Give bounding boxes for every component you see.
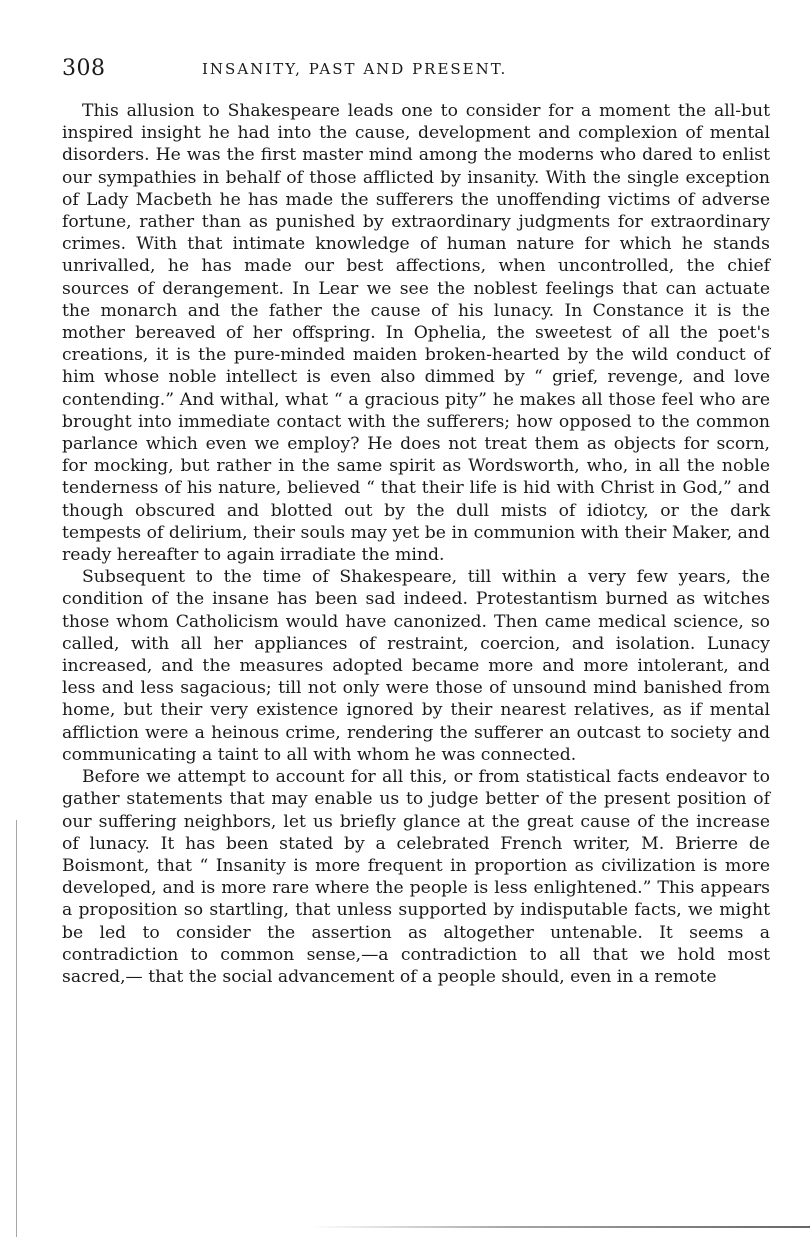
body-text	[62, 100, 770, 988]
paragraph-before-we-attempt: Before we attempt to account for all this, or from statistical facts endeavor to gather statements that may enable us to judge better of the present position of our suffering neighbors, let us briefly glance at the great cause of the increase of lunacy. It has been stated by a celebrated French writer, M. Brierre de Boismont, that “ Insanity is more frequent in proportion as civilization is more developed, and is more rare where the people is less enlightened.” This appears a proposition so startling, that unless supported by indisputable facts, we might be led to consider the assertion as altogether untenable. It seems a contradiction to common sense,—a contradiction to all that we hold most sacred,— that the social advancement of a people should, even in a remote	[62, 767, 770, 987]
bottom-edge-shadow	[310, 1226, 810, 1228]
paragraph-shakespeare: This allusion to Shakespeare leads one to consider for a moment the all-but inspired insight he had into the cause, development and complexion of mental disorders. He was the first master mind among the moderns who dared to enlist our sympathies in behalf of those afflicted by insanity. With the single exception of Lady Macbeth he has made the sufferers the unoffending victims of adverse fortune, rather than as punished by extraordinary judgments for extraordinary crimes. With that intimate knowledge of human nature for which he stands unrivalled, he has made our best affections, when uncontrolled, the chief sources of derangement. In Lear we see the noblest feelings that can actuate the monarch and the father the cause of his lunacy. In Constance it is the mother bereaved of her offspring. In Ophelia, the sweetest of all the poet's creations, it is the pure-minded maiden broken-hearted by the wild conduct of him whose noble intellect is even also dimmed by “ grief, revenge, and love contending.” And withal, what “ a gracious pity” he makes all those feel who are brought into immediate contact with the sufferers; how opposed to the common parlance which even we employ? He does not treat them as objects for scorn, for mocking, but rather in the same spirit as Wordsworth, who, in all the noble tenderness of his nature, believed “ that their life is hid with Christ in God,” and though obscured and blotted out by the dull mists of idiotcy, or the dark tempests of delirium, their souls may yet be in communion with their Maker, and ready hereafter to again irradiate the mind.	[62, 101, 770, 566]
page-number: 308	[62, 56, 106, 81]
gutter-line	[16, 820, 17, 1237]
running-title: INSANITY, PAST AND PRESENT.	[202, 60, 508, 78]
paragraph-subsequent: Subsequent to the time of Shakespeare, till within a very few years, the condition of the insane has been sad indeed. Protestantism burned as witches those whom Catholicism would have canonized. Then came medical science, so called, with all her appliances of restraint, coercion, and isolation. Lunacy increased, and the measures adopted became more and more intolerant, and less and less sagacious; till not only were those of unsound mind banished from home, but their very existence ignored by their nearest relatives, as if mental affliction were a heinous crime, rendering the sufferer an outcast to society and communicating a taint to all with whom he was connected.	[62, 567, 770, 765]
running-head	[62, 56, 774, 82]
